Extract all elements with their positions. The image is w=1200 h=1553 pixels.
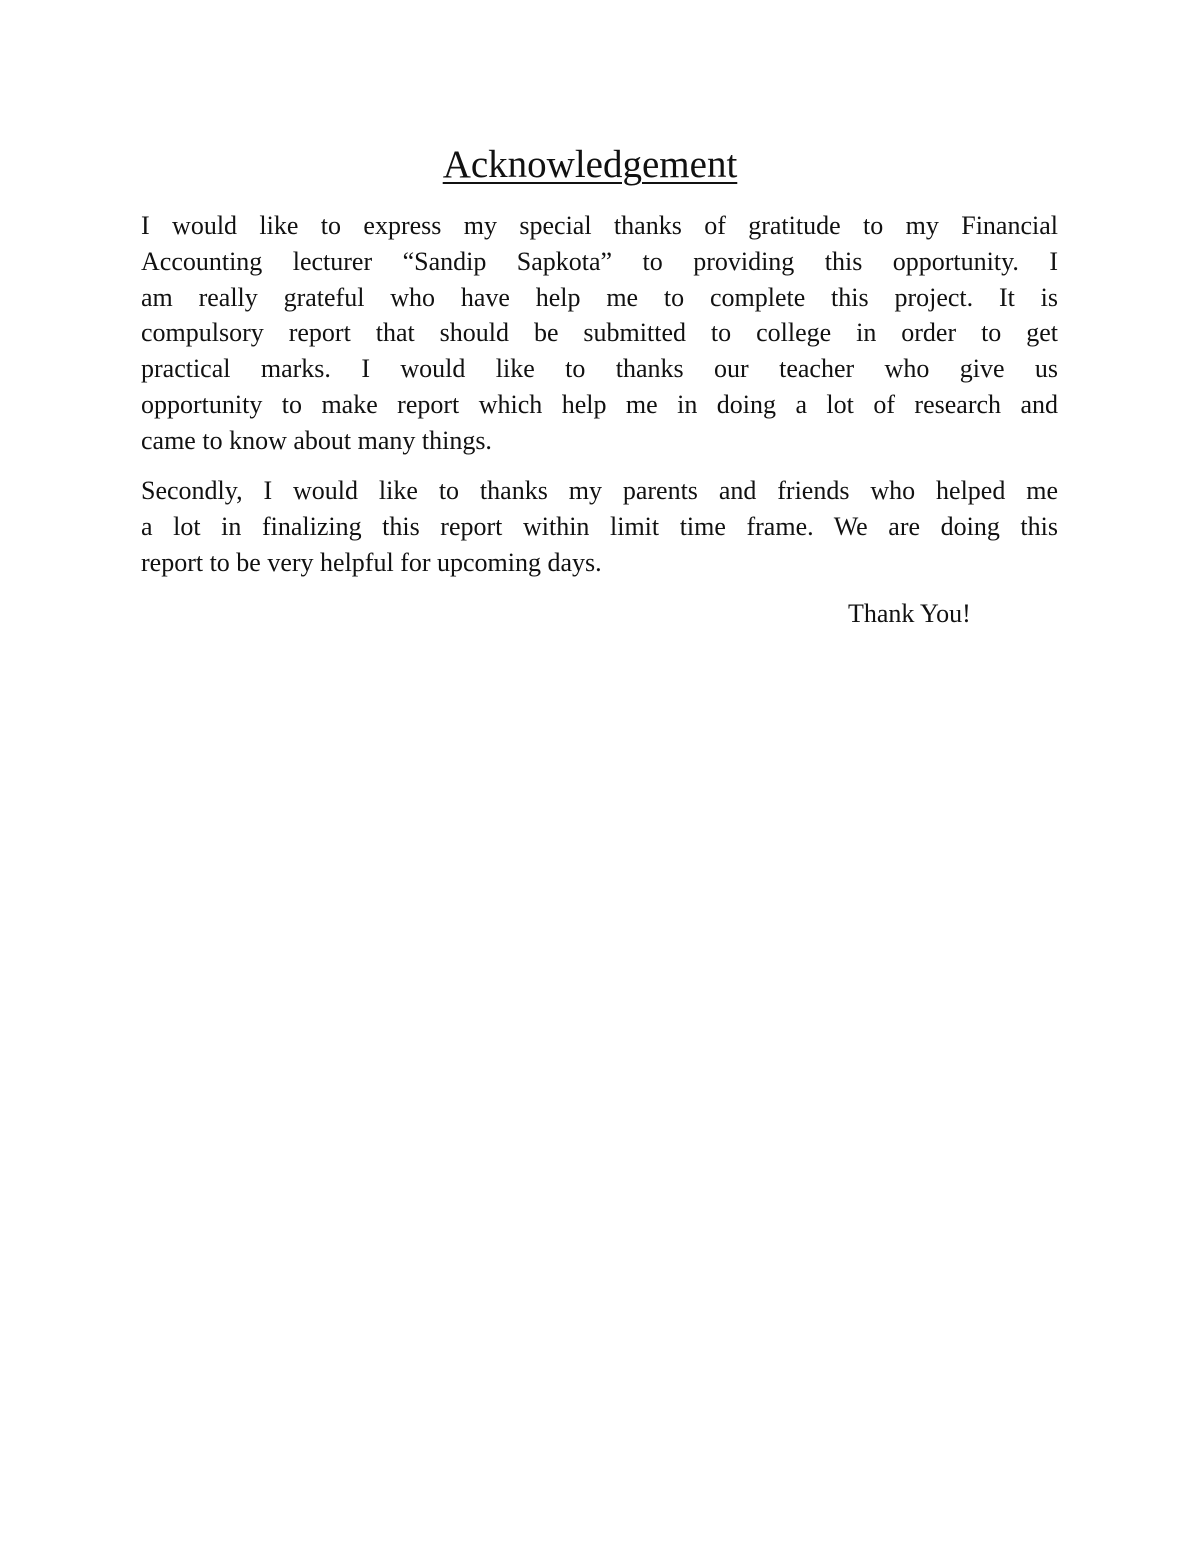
- text-line: Accounting lecturer “Sandip Sapkota” to providing this opportunity. I: [141, 246, 1058, 276]
- page-title: Acknowledgement: [442, 143, 738, 186]
- text-line: compulsory report that should be submitted to college in order to get: [141, 318, 1058, 348]
- text-line: practical marks. I would like to thanks our teacher who give us: [141, 354, 1058, 384]
- text-line: opportunity to make report which help me in doing a lot of research and: [141, 389, 1058, 419]
- paragraph-2: [141, 473, 1058, 580]
- text-line: I would like to express my special thanks of gratitude to my Financial: [141, 211, 1058, 240]
- text-line: Secondly, I would like to thanks my parents and friends who helped me: [141, 476, 1058, 505]
- text-line: a lot in finalizing this report within limit time frame. We are doing this: [141, 511, 1058, 541]
- text-line: am really grateful who have help me to complete this project. It is: [141, 282, 1058, 312]
- text-line: report to be very helpful for upcoming days.: [141, 547, 602, 577]
- closing-text: Thank You!: [848, 599, 971, 628]
- text-line: came to know about many things.: [141, 425, 492, 455]
- paragraph-1: [141, 208, 1058, 459]
